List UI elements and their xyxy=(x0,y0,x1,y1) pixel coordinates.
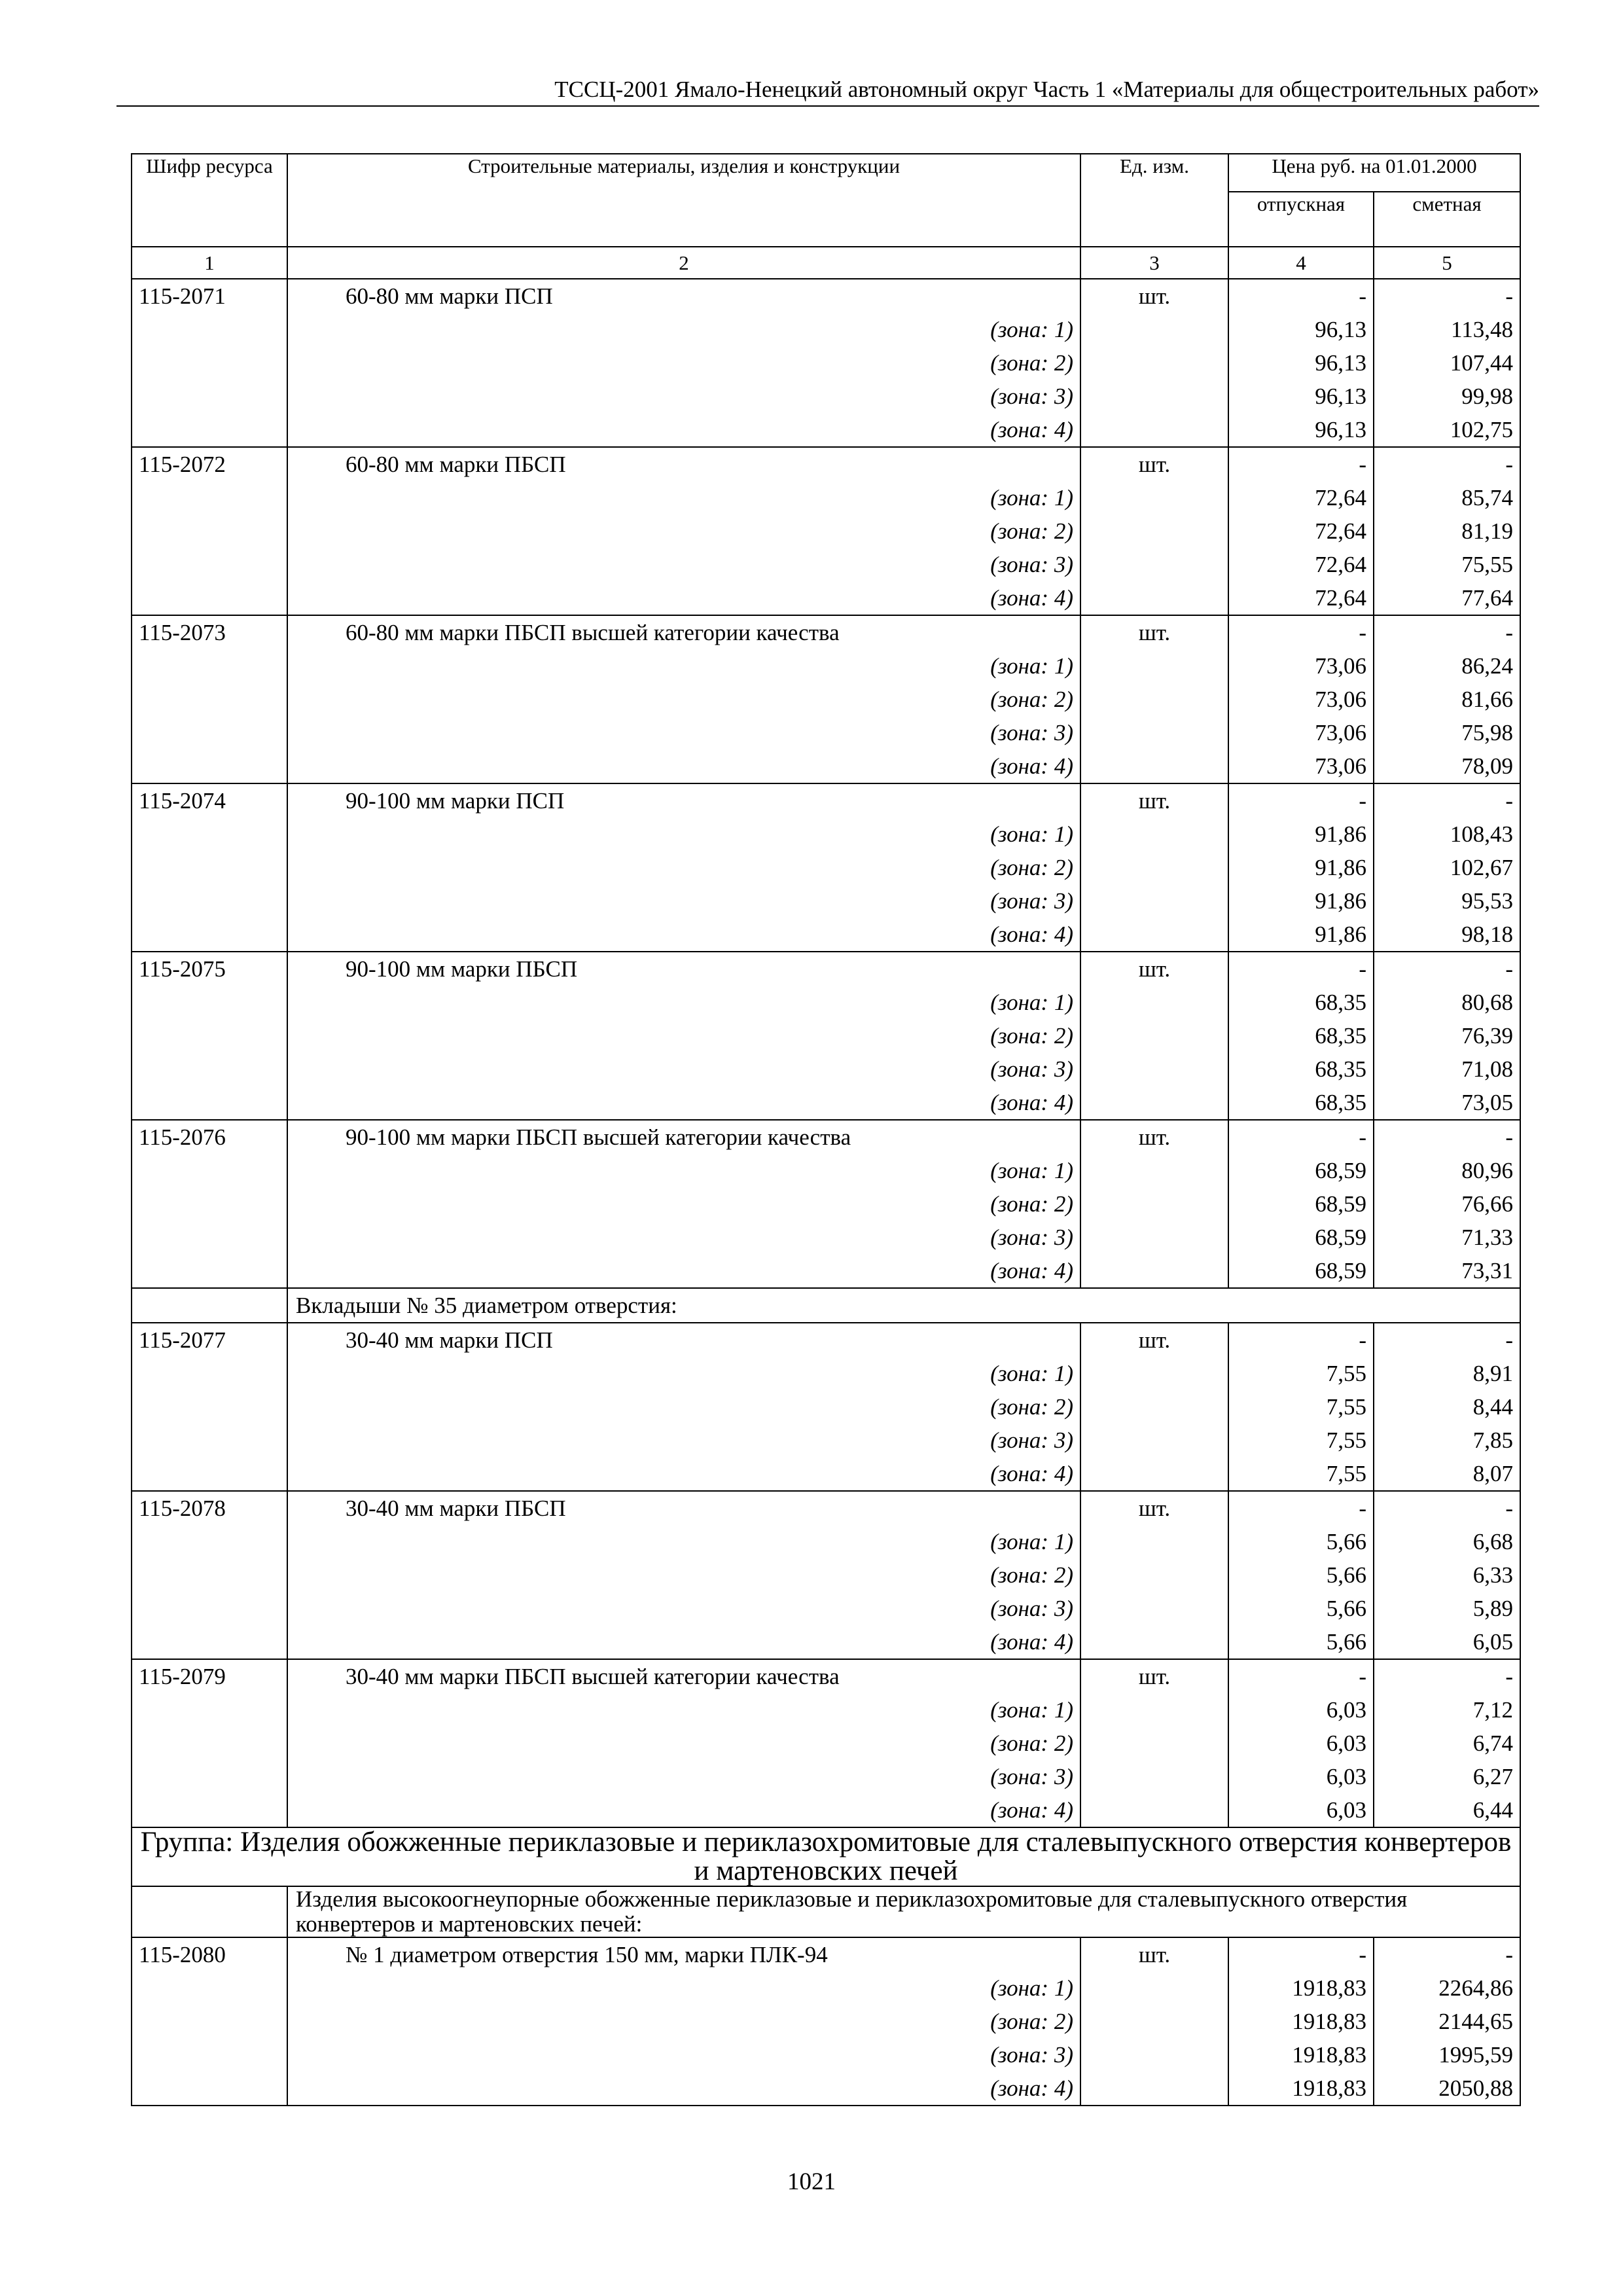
wholesale-price: 68,59 xyxy=(1228,1154,1374,1187)
wholesale-price: 6,03 xyxy=(1228,1793,1374,1827)
estimate-price: 78,09 xyxy=(1374,749,1520,783)
wholesale-price: - xyxy=(1228,952,1374,986)
estimate-price: - xyxy=(1374,952,1520,986)
wholesale-price: 96,13 xyxy=(1228,413,1374,447)
estimate-price: 85,74 xyxy=(1374,481,1520,514)
estimate-price: - xyxy=(1374,1659,1520,1693)
header-rule xyxy=(116,105,1539,107)
wholesale-price: 68,59 xyxy=(1228,1221,1374,1254)
wholesale-price: 72,64 xyxy=(1228,548,1374,581)
wholesale-price: 6,03 xyxy=(1228,1760,1374,1793)
zone-row xyxy=(132,2005,1520,2038)
estimate-price: - xyxy=(1374,447,1520,481)
estimate-price: 98,18 xyxy=(1374,918,1520,952)
resource-code: 115-2071 xyxy=(132,279,287,313)
wholesale-price: - xyxy=(1228,615,1374,649)
estimate-price: - xyxy=(1374,279,1520,313)
wholesale-price: 7,55 xyxy=(1228,1457,1374,1491)
column-header-name: Строительные материалы, изделия и конструкции xyxy=(287,154,1080,247)
estimate-price: 6,68 xyxy=(1374,1525,1520,1558)
wholesale-price: 7,55 xyxy=(1228,1390,1374,1424)
wholesale-price: 73,06 xyxy=(1228,749,1374,783)
estimate-price: 1995,59 xyxy=(1374,2038,1520,2072)
estimate-price: 77,64 xyxy=(1374,581,1520,615)
estimate-price: 107,44 xyxy=(1374,346,1520,380)
zone-label: (зона: 3) xyxy=(287,2038,1080,2072)
estimate-price: 75,55 xyxy=(1374,548,1520,581)
column-header-code: Шифр ресурса xyxy=(132,154,287,247)
wholesale-price: 7,55 xyxy=(1228,1424,1374,1457)
zone-label: (зона: 2) xyxy=(287,1019,1080,1052)
material-name: 60-80 мм марки ПБСП высшей категории качества xyxy=(287,615,1080,649)
wholesale-price: 1918,83 xyxy=(1228,1971,1374,2005)
zone-row xyxy=(132,313,1520,346)
wholesale-price: - xyxy=(1228,447,1374,481)
zone-label: (зона: 4) xyxy=(287,413,1080,447)
section-3-body xyxy=(132,1937,1520,2106)
unit: шт. xyxy=(1080,1491,1228,1525)
zone-label: (зона: 1) xyxy=(287,1525,1080,1558)
unit: шт. xyxy=(1080,952,1228,986)
group-title: Группа: Изделия обожженные периклазовые и периклазохромитовые для сталевыпускного отверстия конвертеров и мартеновских печей xyxy=(132,1827,1520,1886)
estimate-price: - xyxy=(1374,1323,1520,1357)
table-row xyxy=(132,447,1520,481)
wholesale-price: - xyxy=(1228,1659,1374,1693)
zone-label: (зона: 3) xyxy=(287,1760,1080,1793)
wholesale-price: 5,66 xyxy=(1228,1592,1374,1625)
section-1-body xyxy=(132,279,1520,1288)
zone-row xyxy=(132,1052,1520,1086)
material-name: 90-100 мм марки ПБСП высшей категории качества xyxy=(287,1120,1080,1154)
table-row xyxy=(132,1491,1520,1525)
wholesale-price: 5,66 xyxy=(1228,1558,1374,1592)
wholesale-price: - xyxy=(1228,1323,1374,1357)
estimate-price: 71,08 xyxy=(1374,1052,1520,1086)
estimate-price: 2144,65 xyxy=(1374,2005,1520,2038)
unit: шт. xyxy=(1080,1120,1228,1154)
zone-row xyxy=(132,548,1520,581)
wholesale-price: 6,03 xyxy=(1228,1693,1374,1727)
estimate-price: 108,43 xyxy=(1374,817,1520,851)
material-name: № 1 диаметром отверстия 150 мм, марки ПЛК-94 xyxy=(287,1937,1080,1971)
wholesale-price: 1918,83 xyxy=(1228,2005,1374,2038)
zone-label: (зона: 2) xyxy=(287,1187,1080,1221)
table-row xyxy=(132,1120,1520,1154)
zone-label: (зона: 3) xyxy=(287,548,1080,581)
zone-row xyxy=(132,716,1520,749)
table-row xyxy=(132,1937,1520,1971)
zone-row xyxy=(132,581,1520,615)
table-head xyxy=(132,154,1520,279)
zone-label: (зона: 2) xyxy=(287,1558,1080,1592)
zone-label: (зона: 2) xyxy=(287,683,1080,716)
estimate-price: 81,66 xyxy=(1374,683,1520,716)
zone-row xyxy=(132,514,1520,548)
group-description: Изделия высокоогнеупорные обожженные периклазовые и периклазохромитовые для сталевыпускного отверстия конвертеров и мартеновских печей: xyxy=(287,1886,1520,1937)
material-name: 30-40 мм марки ПСП xyxy=(287,1323,1080,1357)
material-name: 60-80 мм марки ПБСП xyxy=(287,447,1080,481)
subheading-body xyxy=(132,1288,1520,1323)
wholesale-price: 91,86 xyxy=(1228,884,1374,918)
resource-code: 115-2078 xyxy=(132,1491,287,1525)
zone-row xyxy=(132,683,1520,716)
group-description-row xyxy=(132,1886,1520,1937)
wholesale-price: 68,59 xyxy=(1228,1187,1374,1221)
material-name: 90-100 мм марки ПБСП xyxy=(287,952,1080,986)
zone-label: (зона: 3) xyxy=(287,380,1080,413)
wholesale-price: 5,66 xyxy=(1228,1525,1374,1558)
zone-label: (зона: 3) xyxy=(287,1592,1080,1625)
wholesale-price: 96,13 xyxy=(1228,313,1374,346)
zone-row xyxy=(132,1457,1520,1491)
page-header: ТССЦ-2001 Ямало-Ненецкий автономный округ Часть 1 «Материалы для общестроительных работ» xyxy=(554,77,1539,102)
zone-label: (зона: 3) xyxy=(287,1221,1080,1254)
wholesale-price: 73,06 xyxy=(1228,716,1374,749)
wholesale-price: 72,64 xyxy=(1228,581,1374,615)
estimate-price: 102,67 xyxy=(1374,851,1520,884)
resource-code: 115-2080 xyxy=(132,1937,287,1971)
zone-row xyxy=(132,749,1520,783)
unit: шт. xyxy=(1080,1323,1228,1357)
zone-row xyxy=(132,2072,1520,2106)
estimate-price: 76,39 xyxy=(1374,1019,1520,1052)
zone-label: (зона: 2) xyxy=(287,1727,1080,1760)
material-name: 30-40 мм марки ПБСП высшей категории качества xyxy=(287,1659,1080,1693)
wholesale-price: - xyxy=(1228,1491,1374,1525)
column-number: 1 xyxy=(132,247,287,279)
estimate-price: 8,07 xyxy=(1374,1457,1520,1491)
wholesale-price: 68,59 xyxy=(1228,1254,1374,1288)
estimate-price: 6,27 xyxy=(1374,1760,1520,1793)
wholesale-price: 73,06 xyxy=(1228,683,1374,716)
estimate-price: 102,75 xyxy=(1374,413,1520,447)
zone-row xyxy=(132,1760,1520,1793)
wholesale-price: - xyxy=(1228,279,1374,313)
zone-label: (зона: 1) xyxy=(287,1154,1080,1187)
table-row xyxy=(132,783,1520,817)
section-2-body xyxy=(132,1323,1520,1827)
zone-row xyxy=(132,413,1520,447)
estimate-price: - xyxy=(1374,1120,1520,1154)
unit: шт. xyxy=(1080,447,1228,481)
unit: шт. xyxy=(1080,1659,1228,1693)
column-header-estimate: сметная xyxy=(1374,192,1520,247)
estimate-price: 76,66 xyxy=(1374,1187,1520,1221)
resource-code: 115-2075 xyxy=(132,952,287,986)
zone-row xyxy=(132,1154,1520,1187)
column-numbers-row xyxy=(132,247,1520,279)
zone-label: (зона: 4) xyxy=(287,1457,1080,1491)
estimate-price: 81,19 xyxy=(1374,514,1520,548)
unit: шт. xyxy=(1080,279,1228,313)
zone-label: (зона: 4) xyxy=(287,749,1080,783)
estimate-price: 6,05 xyxy=(1374,1625,1520,1659)
material-name: 90-100 мм марки ПСП xyxy=(287,783,1080,817)
zone-label: (зона: 1) xyxy=(287,313,1080,346)
wholesale-price: 68,35 xyxy=(1228,1052,1374,1086)
wholesale-price: 72,64 xyxy=(1228,481,1374,514)
zone-row xyxy=(132,1558,1520,1592)
wholesale-price: 1918,83 xyxy=(1228,2072,1374,2106)
wholesale-price: 96,13 xyxy=(1228,380,1374,413)
zone-label: (зона: 1) xyxy=(287,481,1080,514)
estimate-price: 6,44 xyxy=(1374,1793,1520,1827)
table-row xyxy=(132,615,1520,649)
zone-label: (зона: 4) xyxy=(287,2072,1080,2106)
zone-row xyxy=(132,1390,1520,1424)
zone-label: (зона: 1) xyxy=(287,1971,1080,2005)
zone-row xyxy=(132,1424,1520,1457)
zone-row xyxy=(132,481,1520,514)
estimate-price: 80,96 xyxy=(1374,1154,1520,1187)
estimate-price: 2264,86 xyxy=(1374,1971,1520,2005)
zone-row xyxy=(132,1086,1520,1120)
zone-row xyxy=(132,1019,1520,1052)
wholesale-price: 68,35 xyxy=(1228,1086,1374,1120)
table-row xyxy=(132,1659,1520,1693)
estimate-price: 5,89 xyxy=(1374,1592,1520,1625)
estimate-price: 8,91 xyxy=(1374,1357,1520,1390)
price-table xyxy=(131,153,1521,2106)
estimate-price: 6,33 xyxy=(1374,1558,1520,1592)
group-body xyxy=(132,1827,1520,1937)
estimate-price: - xyxy=(1374,783,1520,817)
zone-row xyxy=(132,884,1520,918)
material-name: 30-40 мм марки ПБСП xyxy=(287,1491,1080,1525)
estimate-price: 2050,88 xyxy=(1374,2072,1520,2106)
zone-row xyxy=(132,1254,1520,1288)
unit: шт. xyxy=(1080,783,1228,817)
group-row xyxy=(132,1827,1520,1886)
zone-label: (зона: 3) xyxy=(287,1424,1080,1457)
estimate-price: 73,31 xyxy=(1374,1254,1520,1288)
subheading-text: Вкладыши № 35 диаметром отверстия: xyxy=(287,1288,1520,1323)
zone-row xyxy=(132,1221,1520,1254)
zone-label: (зона: 4) xyxy=(287,1625,1080,1659)
zone-label: (зона: 4) xyxy=(287,1793,1080,1827)
zone-label: (зона: 2) xyxy=(287,346,1080,380)
zone-label: (зона: 4) xyxy=(287,918,1080,952)
zone-label: (зона: 1) xyxy=(287,986,1080,1019)
zone-row xyxy=(132,1525,1520,1558)
zone-label: (зона: 4) xyxy=(287,1086,1080,1120)
zone-row xyxy=(132,1625,1520,1659)
zone-label: (зона: 3) xyxy=(287,1052,1080,1086)
zone-label: (зона: 4) xyxy=(287,1254,1080,1288)
zone-row xyxy=(132,1592,1520,1625)
zone-label: (зона: 1) xyxy=(287,649,1080,683)
table-row xyxy=(132,279,1520,313)
resource-code: 115-2077 xyxy=(132,1323,287,1357)
estimate-price: - xyxy=(1374,1937,1520,1971)
wholesale-price: - xyxy=(1228,783,1374,817)
column-header-unit: Ед. изм. xyxy=(1080,154,1228,247)
estimate-price: 6,74 xyxy=(1374,1727,1520,1760)
estimate-price: 71,33 xyxy=(1374,1221,1520,1254)
estimate-price: - xyxy=(1374,1491,1520,1525)
resource-code: 115-2073 xyxy=(132,615,287,649)
zone-label: (зона: 2) xyxy=(287,1390,1080,1424)
wholesale-price: 91,86 xyxy=(1228,918,1374,952)
zone-row xyxy=(132,2038,1520,2072)
estimate-price: 7,85 xyxy=(1374,1424,1520,1457)
resource-code: 115-2074 xyxy=(132,783,287,817)
wholesale-price: 5,66 xyxy=(1228,1625,1374,1659)
wholesale-price: 72,64 xyxy=(1228,514,1374,548)
material-name: 60-80 мм марки ПСП xyxy=(287,279,1080,313)
zone-row xyxy=(132,1971,1520,2005)
estimate-price: 73,05 xyxy=(1374,1086,1520,1120)
zone-row xyxy=(132,1693,1520,1727)
estimate-price: 80,68 xyxy=(1374,986,1520,1019)
zone-row xyxy=(132,851,1520,884)
column-header-price: Цена руб. на 01.01.2000 xyxy=(1228,154,1520,192)
zone-row xyxy=(132,1357,1520,1390)
zone-label: (зона: 3) xyxy=(287,884,1080,918)
zone-label: (зона: 1) xyxy=(287,1693,1080,1727)
wholesale-price: - xyxy=(1228,1937,1374,1971)
table-row xyxy=(132,1323,1520,1357)
column-header-wholesale: отпускная xyxy=(1228,192,1374,247)
wholesale-price: 96,13 xyxy=(1228,346,1374,380)
column-number: 5 xyxy=(1374,247,1520,279)
resource-code: 115-2076 xyxy=(132,1120,287,1154)
column-number: 4 xyxy=(1228,247,1374,279)
wholesale-price: - xyxy=(1228,1120,1374,1154)
wholesale-price: 68,35 xyxy=(1228,1019,1374,1052)
zone-row xyxy=(132,918,1520,952)
zone-label: (зона: 2) xyxy=(287,851,1080,884)
estimate-price: 95,53 xyxy=(1374,884,1520,918)
estimate-price: - xyxy=(1374,615,1520,649)
table-row xyxy=(132,952,1520,986)
estimate-price: 8,44 xyxy=(1374,1390,1520,1424)
estimate-price: 99,98 xyxy=(1374,380,1520,413)
resource-code: 115-2072 xyxy=(132,447,287,481)
wholesale-price: 1918,83 xyxy=(1228,2038,1374,2072)
estimate-price: 75,98 xyxy=(1374,716,1520,749)
zone-row xyxy=(132,346,1520,380)
zone-row xyxy=(132,817,1520,851)
page-number: 1021 xyxy=(787,2168,836,2195)
wholesale-price: 91,86 xyxy=(1228,851,1374,884)
resource-code: 115-2079 xyxy=(132,1659,287,1693)
zone-row xyxy=(132,1793,1520,1827)
zone-label: (зона: 1) xyxy=(287,817,1080,851)
wholesale-price: 6,03 xyxy=(1228,1727,1374,1760)
estimate-price: 113,48 xyxy=(1374,313,1520,346)
wholesale-price: 68,35 xyxy=(1228,986,1374,1019)
column-number: 3 xyxy=(1080,247,1228,279)
zone-row xyxy=(132,649,1520,683)
estimate-price: 7,12 xyxy=(1374,1693,1520,1727)
zone-row xyxy=(132,986,1520,1019)
subheading-row xyxy=(132,1288,1520,1323)
zone-label: (зона: 1) xyxy=(287,1357,1080,1390)
zone-label: (зона: 2) xyxy=(287,2005,1080,2038)
zone-row xyxy=(132,380,1520,413)
zone-row xyxy=(132,1727,1520,1760)
wholesale-price: 91,86 xyxy=(1228,817,1374,851)
zone-label: (зона: 4) xyxy=(287,581,1080,615)
unit: шт. xyxy=(1080,615,1228,649)
column-number: 2 xyxy=(287,247,1080,279)
estimate-price: 86,24 xyxy=(1374,649,1520,683)
wholesale-price: 73,06 xyxy=(1228,649,1374,683)
wholesale-price: 7,55 xyxy=(1228,1357,1374,1390)
zone-label: (зона: 3) xyxy=(287,716,1080,749)
unit: шт. xyxy=(1080,1937,1228,1971)
zone-label: (зона: 2) xyxy=(287,514,1080,548)
zone-row xyxy=(132,1187,1520,1221)
